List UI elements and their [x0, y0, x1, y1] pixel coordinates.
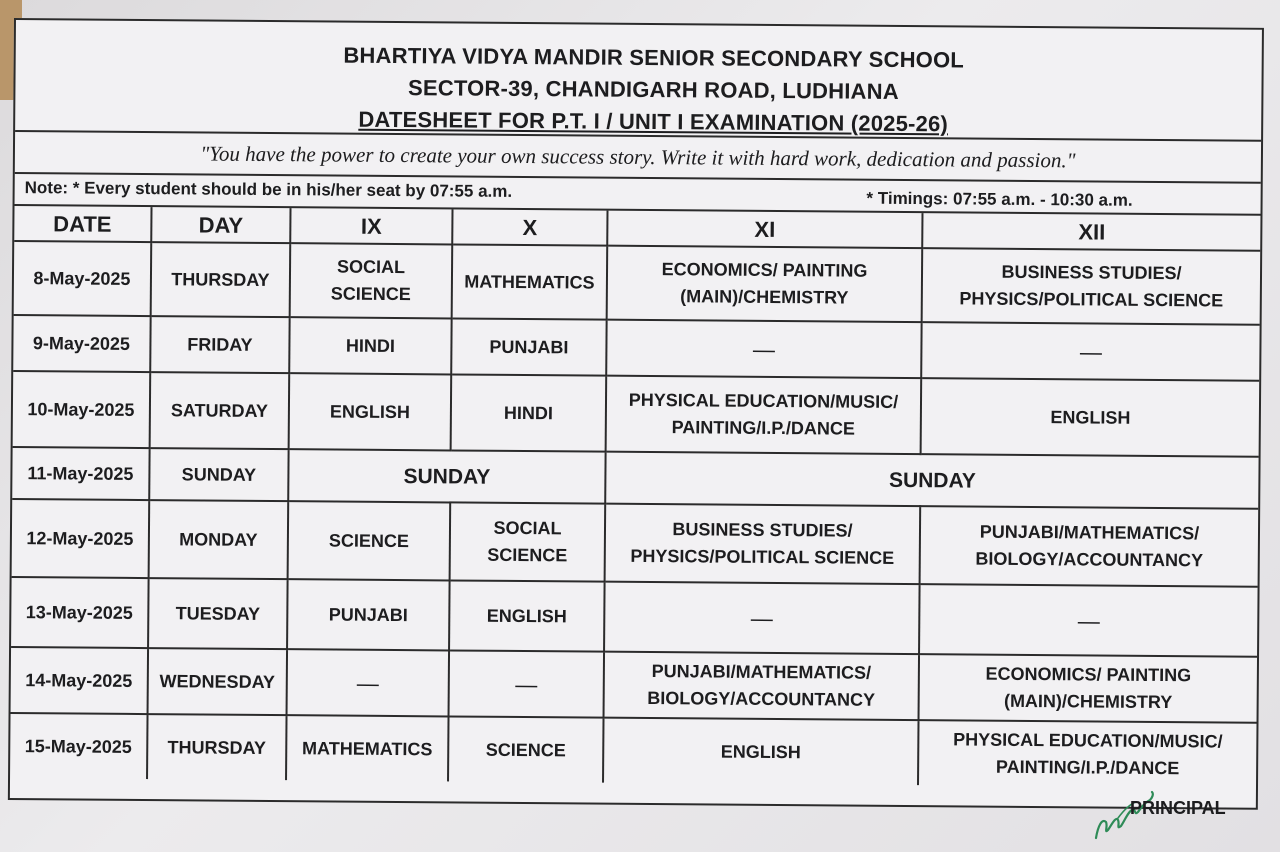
date-cell: 9-May-2025 — [13, 315, 150, 372]
date-cell: 14-May-2025 — [11, 647, 149, 714]
column-header-x: X — [452, 209, 607, 245]
x-subject-cell: SOCIAL SCIENCE — [450, 502, 606, 581]
school-address: SECTOR-39, CHANDIGARH ROAD, LUDHIANA — [407, 75, 899, 104]
x-subject-cell: HINDI — [451, 374, 607, 451]
ix-subject-cell: ENGLISH — [289, 373, 452, 450]
school-name: BHARTIYA VIDYA MANDIR SENIOR SECONDARY SCHOOL — [343, 42, 965, 73]
datesheet-table — [10, 206, 1260, 788]
x-subject-cell: — — [449, 650, 605, 717]
day-cell: SUNDAY — [149, 448, 288, 501]
ix-subject-cell: HINDI — [289, 317, 451, 374]
sunday-holiday-xi-xii-cell: SUNDAY — [605, 452, 1258, 509]
xi-subject-cell: — — [604, 582, 920, 654]
xi-subject-cell: ENGLISH — [603, 718, 919, 785]
xii-subject-cell: PUNJABI/MATHEMATICS/ BIOLOGY/ACCOUNTANCY — [920, 506, 1259, 587]
x-subject-cell: PUNJABI — [451, 318, 606, 375]
xi-subject-cell: PUNJABI/MATHEMATICS/ BIOLOGY/ACCOUNTANCY — [604, 652, 920, 720]
table-row — [13, 315, 1259, 381]
xii-subject-cell: — — [921, 322, 1259, 381]
xii-subject-cell: — — [919, 584, 1258, 657]
principal-label: PRINCIPAL — [1130, 798, 1226, 818]
day-cell: FRIDAY — [150, 316, 289, 373]
note-timings: * Timings: 07:55 a.m. - 10:30 a.m. — [866, 188, 1133, 210]
day-cell: MONDAY — [149, 500, 289, 579]
table-row — [10, 713, 1256, 788]
xii-subject-cell: ENGLISH — [921, 378, 1260, 457]
ix-subject-cell: MATHEMATICS — [286, 715, 449, 781]
document-header — [15, 20, 1262, 142]
table-row — [13, 371, 1260, 457]
column-header-xii: XII — [922, 213, 1260, 251]
day-cell: THURSDAY — [147, 714, 287, 780]
date-cell: 15-May-2025 — [10, 713, 148, 779]
date-cell: 12-May-2025 — [12, 499, 150, 578]
note-seat-time: Note: * Every student should be in his/her seat by 07:55 a.m. — [24, 178, 513, 201]
xi-subject-cell: BUSINESS STUDIES/ PHYSICS/POLITICAL SCIENCE — [605, 504, 921, 584]
x-subject-cell: SCIENCE — [448, 716, 604, 782]
date-cell: 11-May-2025 — [12, 447, 149, 500]
x-subject-cell: MATHEMATICS — [452, 244, 608, 319]
column-header-date: DATE — [14, 206, 151, 242]
date-cell: 8-May-2025 — [14, 241, 152, 316]
document-title-text: DATESHEET FOR P.T. I / UNIT I EXAMINATION (2025-26) — [358, 106, 949, 137]
motivational-quote: "You have the power to create your own success story. Write it with hard work, dedication and passion." — [15, 132, 1261, 184]
table-row — [12, 499, 1259, 587]
day-cell: WEDNESDAY — [148, 648, 288, 715]
ix-subject-cell: SOCIAL SCIENCE — [290, 243, 453, 318]
ix-subject-cell: SCIENCE — [288, 501, 451, 580]
day-cell: SATURDAY — [150, 372, 290, 449]
column-header-xi: XI — [607, 211, 922, 248]
ix-subject-cell: — — [287, 649, 450, 716]
date-cell: 13-May-2025 — [11, 577, 149, 648]
ix-subject-cell: PUNJABI — [287, 579, 450, 650]
xii-subject-cell: ECONOMICS/ PAINTING (MAIN)/CHEMISTRY — [919, 654, 1258, 723]
x-subject-cell: ENGLISH — [449, 580, 605, 651]
xii-subject-cell: PHYSICAL EDUCATION/MUSIC/ PAINTING/I.P./DANCE — [918, 720, 1257, 788]
table-row — [11, 577, 1258, 657]
sunday-holiday-ix-x-cell: SUNDAY — [288, 449, 605, 503]
table-row — [14, 241, 1261, 325]
column-header-day: DAY — [151, 207, 290, 243]
day-cell: THURSDAY — [151, 242, 291, 317]
table-row — [11, 647, 1257, 723]
xi-subject-cell: PHYSICAL EDUCATION/MUSIC/ PAINTING/I.P./DANCE — [606, 376, 922, 454]
datesheet-paper — [8, 18, 1264, 810]
xii-subject-cell: BUSINESS STUDIES/ PHYSICS/POLITICAL SCIENCE — [922, 248, 1261, 325]
xi-subject-cell: ECONOMICS/ PAINTING (MAIN)/CHEMISTRY — [607, 246, 923, 322]
date-cell: 10-May-2025 — [13, 371, 151, 448]
xi-subject-cell: — — [606, 320, 921, 378]
column-header-ix: IX — [290, 208, 452, 244]
day-cell: TUESDAY — [148, 578, 288, 649]
